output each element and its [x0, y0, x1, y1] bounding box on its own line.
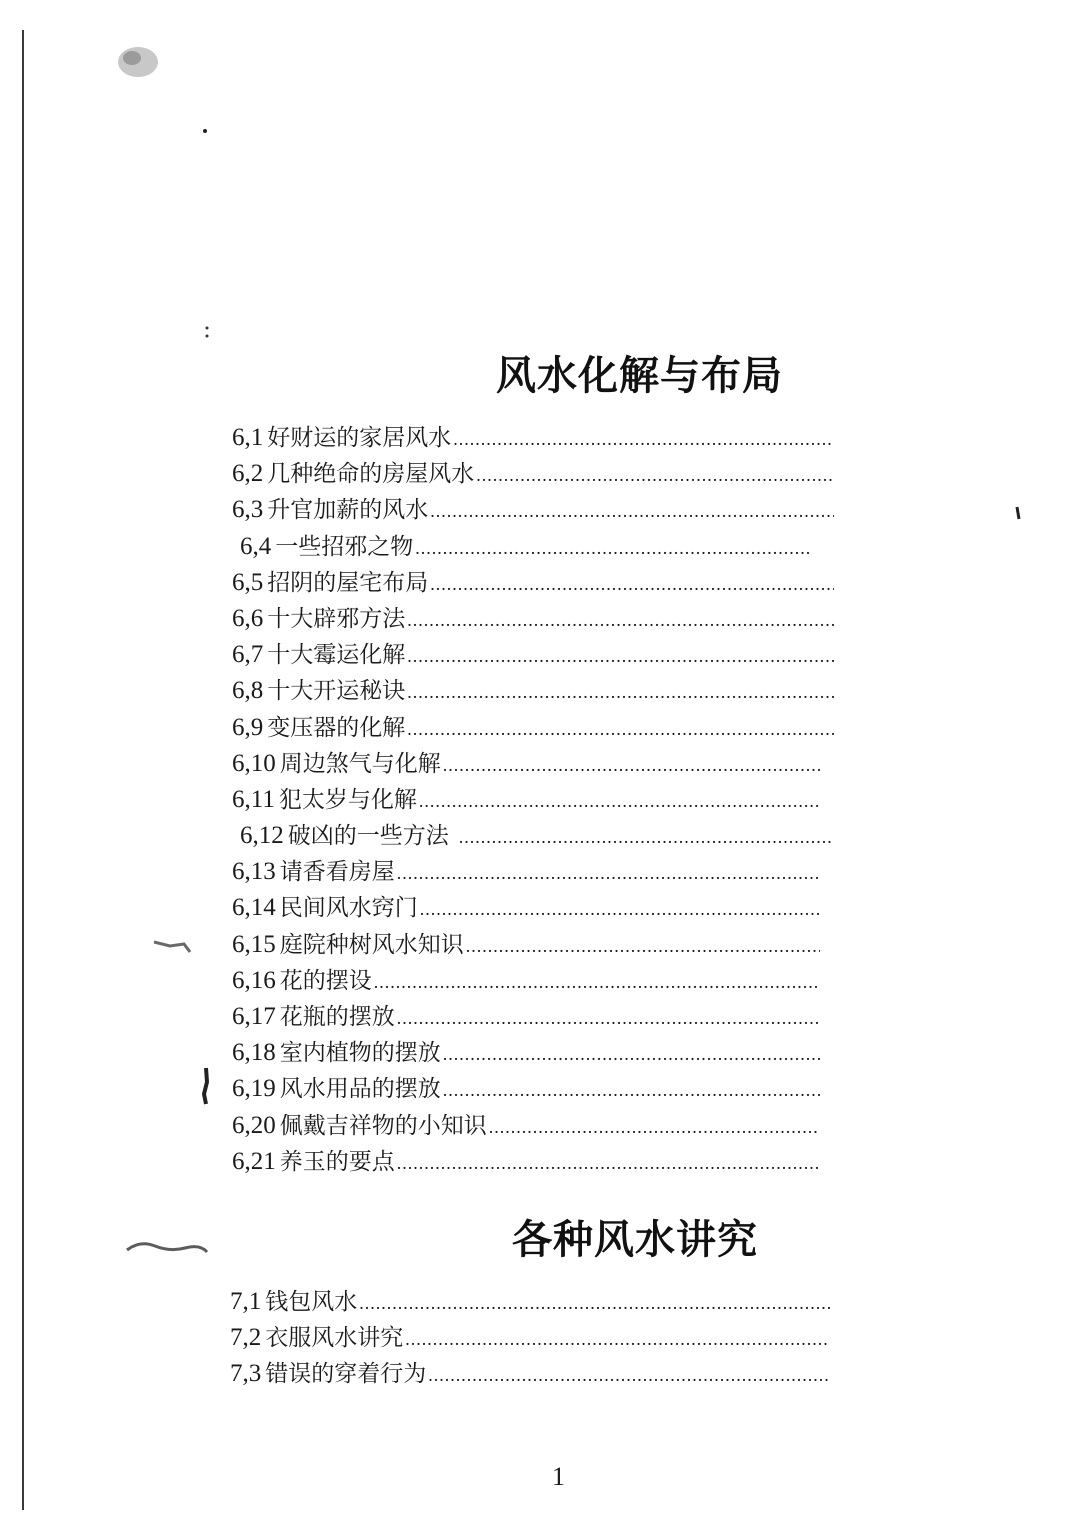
toc-entry-number: 6,10	[232, 749, 276, 777]
scan-smudge	[108, 36, 168, 86]
toc-entry-label: 十大开运秘诀	[267, 678, 406, 705]
toc-entry-number: 6,17	[232, 1003, 276, 1030]
dot-leader	[476, 457, 834, 492]
dot-leader	[489, 1109, 820, 1144]
toc-entry	[232, 1071, 820, 1107]
toc-entry-label: 请香看房屋	[279, 859, 395, 886]
table-of-contents-section-6	[232, 420, 834, 1180]
toc-entry	[232, 565, 834, 601]
scan-smudge	[125, 1232, 210, 1262]
scan-speck	[200, 126, 210, 136]
toc-entry-number: 6,15	[232, 930, 276, 958]
toc-entry	[232, 420, 834, 456]
toc-entry	[232, 529, 812, 565]
dot-leader	[420, 891, 820, 926]
toc-entry	[232, 673, 834, 709]
toc-entry-label: 佩戴吉祥物的小知识	[279, 1112, 487, 1139]
dot-leader	[419, 783, 820, 818]
dot-leader	[466, 928, 820, 963]
dot-leader	[443, 1036, 820, 1071]
table-of-contents-section-7	[230, 1284, 830, 1393]
toc-entry	[230, 1284, 830, 1320]
dot-leader	[397, 1145, 820, 1180]
toc-entry-number: 6,6	[232, 604, 264, 632]
dot-leader	[443, 747, 820, 782]
scan-smudge	[198, 1066, 214, 1106]
toc-entry-number: 6,14	[232, 894, 276, 922]
toc-entry-label: 风水用品的摆放	[279, 1076, 441, 1103]
toc-entry	[232, 927, 820, 963]
toc-entry-number: 6,18	[232, 1039, 276, 1067]
toc-entry-label: 庭院种树风水知识	[279, 931, 464, 958]
toc-entry-label: 变压器的化解	[267, 714, 406, 741]
toc-entry-number: 6,16	[232, 966, 276, 994]
toc-entry-label: 招阴的屋宅布局	[267, 569, 429, 596]
toc-entry-number: 6,5	[232, 568, 264, 596]
dot-leader	[359, 1285, 830, 1320]
toc-entry	[232, 999, 820, 1035]
toc-entry-label: 好财运的家居风水	[267, 425, 452, 451]
toc-entry-label: 室内植物的摆放	[279, 1040, 441, 1067]
toc-entry-number: 6,20	[232, 1111, 276, 1139]
dot-leader	[430, 493, 834, 528]
toc-entry-number: 7,1	[230, 1288, 262, 1315]
toc-entry-number: 6,3	[232, 496, 264, 524]
scan-speck	[1012, 504, 1024, 524]
toc-entry	[232, 963, 820, 999]
toc-entry	[232, 710, 834, 746]
dot-leader	[405, 1321, 830, 1356]
dot-leader	[428, 1357, 830, 1392]
toc-entry-label: 犯太岁与化解	[278, 786, 417, 813]
toc-entry-label: 周边煞气与化解	[279, 750, 441, 777]
toc-entry-number: 6,2	[232, 460, 264, 488]
dot-leader	[374, 964, 820, 999]
scan-smudge	[150, 932, 195, 962]
toc-entry-number: 6,4	[240, 532, 272, 560]
toc-entry-number: 6,7	[232, 641, 264, 669]
toc-entry	[232, 890, 820, 926]
section-title-fengshui-remedies: 风水化解与布局	[496, 353, 783, 399]
dot-leader	[397, 1000, 820, 1035]
dot-leader	[407, 602, 834, 637]
dot-leader	[407, 638, 834, 673]
toc-entry	[232, 1035, 820, 1071]
toc-entry	[232, 1144, 820, 1180]
toc-entry	[232, 456, 834, 492]
page-number: 1	[552, 1462, 565, 1491]
dot-leader	[397, 855, 820, 890]
toc-entry-label: 错误的穿着行为	[265, 1361, 427, 1388]
toc-entry	[232, 818, 834, 854]
toc-entry	[232, 746, 820, 782]
toc-entry-number: 6,12	[240, 822, 284, 850]
dot-leader	[407, 674, 834, 709]
toc-entry-label: 养玉的要点	[279, 1148, 395, 1175]
dot-leader	[453, 421, 834, 456]
toc-entry-number: 6,13	[232, 858, 276, 886]
toc-entry	[232, 782, 820, 818]
dot-leader	[415, 530, 812, 565]
toc-entry	[232, 854, 820, 890]
toc-entry-label: 十大霉运化解	[267, 642, 406, 669]
toc-entry-label: 钱包风水	[265, 1289, 358, 1315]
toc-entry	[232, 492, 834, 528]
toc-entry	[232, 1108, 820, 1144]
toc-entry-label: 一些招邪之物	[275, 533, 414, 560]
toc-entry-label: 花的摆设	[279, 967, 372, 994]
toc-entry-number: 6,21	[232, 1147, 276, 1175]
toc-entry	[230, 1320, 830, 1356]
toc-entry-number: 7,3	[230, 1360, 262, 1388]
toc-entry-number: 6,8	[232, 677, 264, 705]
toc-entry-label: 十大辟邪方法	[267, 605, 406, 632]
toc-entry-number: 7,2	[230, 1324, 262, 1352]
toc-entry-number: 6,19	[232, 1075, 276, 1103]
toc-entry-number: 6,9	[232, 713, 264, 741]
toc-entry-number: 6,1	[232, 424, 264, 451]
binding-line	[22, 30, 24, 1510]
scan-speck	[202, 324, 212, 340]
toc-entry-label: 衣服风水讲究	[265, 1325, 404, 1352]
dot-leader	[430, 566, 834, 601]
toc-entry-label: 花瓶的摆放	[279, 1004, 395, 1030]
toc-entry-number: 6,11	[232, 785, 275, 813]
dot-leader	[459, 819, 834, 854]
dot-leader	[443, 1072, 820, 1107]
toc-entry	[230, 1356, 830, 1392]
toc-entry	[232, 601, 834, 637]
toc-entry-label: 升官加薪的风水	[267, 497, 429, 524]
toc-entry	[232, 637, 834, 673]
section-title-fengshui-customs: 各种风水讲究	[512, 1217, 758, 1263]
toc-entry-label: 民间风水窍门	[279, 895, 418, 922]
dot-leader	[407, 711, 834, 746]
toc-entry-label: 破凶的一些方法	[287, 823, 449, 850]
toc-entry-label: 几种绝命的房屋风水	[267, 461, 475, 488]
